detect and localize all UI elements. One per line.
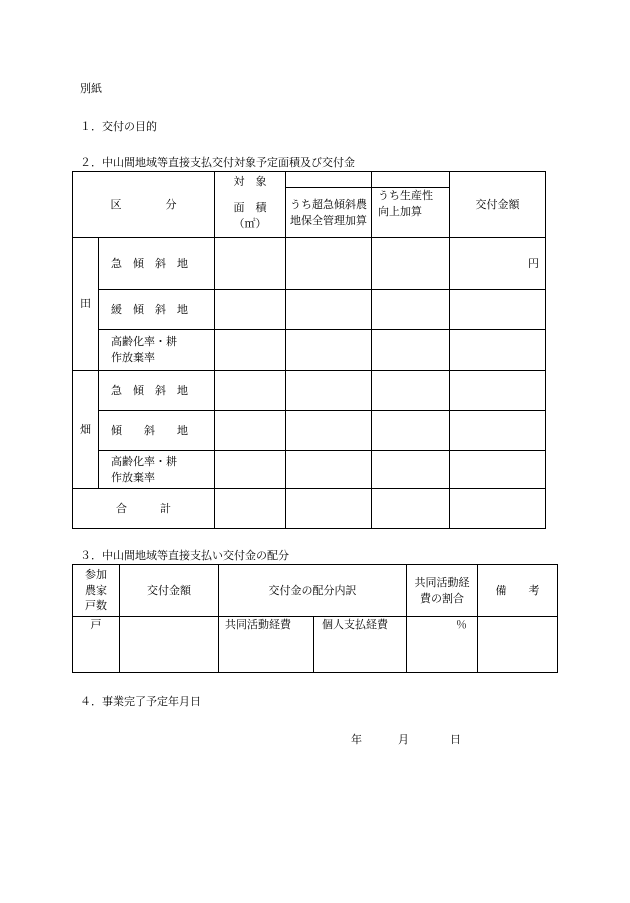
header-grant-amount-2: 交付金額 (120, 565, 219, 617)
distribution-table (72, 564, 558, 673)
header-households: 参加農家戸数 (73, 565, 120, 617)
header-kubun: 区 分 (73, 172, 215, 238)
header-joint-ratio: 共同活動経費の割合 (407, 565, 478, 617)
section-2-heading: ２．中山間地域等直接支払交付対象予定面積及び交付金 (80, 156, 355, 169)
date-month: 月 (398, 733, 409, 746)
household-unit: 戸 (73, 617, 120, 673)
date-day: 日 (450, 733, 461, 746)
upland-aging-abandonment: 高齢化率・耕作放棄率 (99, 451, 215, 489)
section-1-heading: １．交付の目的 (80, 120, 157, 133)
upland-steep-slope: 急 傾 斜 地 (99, 371, 215, 411)
joint-activity-cost: 共同活動経費 (219, 617, 314, 673)
yen-unit: 円 (450, 238, 546, 290)
upland-slope: 傾 斜 地 (99, 411, 215, 451)
header-area: 対 象 面 積 （㎡） (215, 172, 286, 238)
paddy-gentle-slope: 緩 傾 斜 地 (99, 290, 215, 330)
percent-unit: ％ (407, 617, 478, 673)
paddy-field-label: 田 (73, 238, 99, 371)
paddy-steep-slope: 急 傾 斜 地 (99, 238, 215, 290)
header-grant-amount: 交付金額 (450, 172, 546, 238)
upland-field-label: 畑 (73, 371, 99, 489)
section-3-heading: ３．中山間地域等直接支払い交付金の配分 (80, 549, 289, 562)
attachment-label: 別紙 (80, 82, 102, 95)
date-year: 年 (351, 733, 362, 746)
total-label: 合 計 (73, 489, 215, 529)
area-grant-table (72, 171, 546, 529)
individual-payment-cost: 個人支払経費 (314, 617, 407, 673)
header-breakdown: 交付金の配分内訳 (219, 565, 407, 617)
header-steep-slope-addition: うち超急傾斜農地保全管理加算 (286, 188, 372, 238)
paddy-aging-abandonment: 高齢化率・耕作放棄率 (99, 330, 215, 371)
section-4-heading: ４．事業完了予定年月日 (80, 695, 201, 708)
header-productivity-addition: うち生産性向上加算 (372, 188, 450, 238)
header-remarks: 備 考 (478, 565, 558, 617)
